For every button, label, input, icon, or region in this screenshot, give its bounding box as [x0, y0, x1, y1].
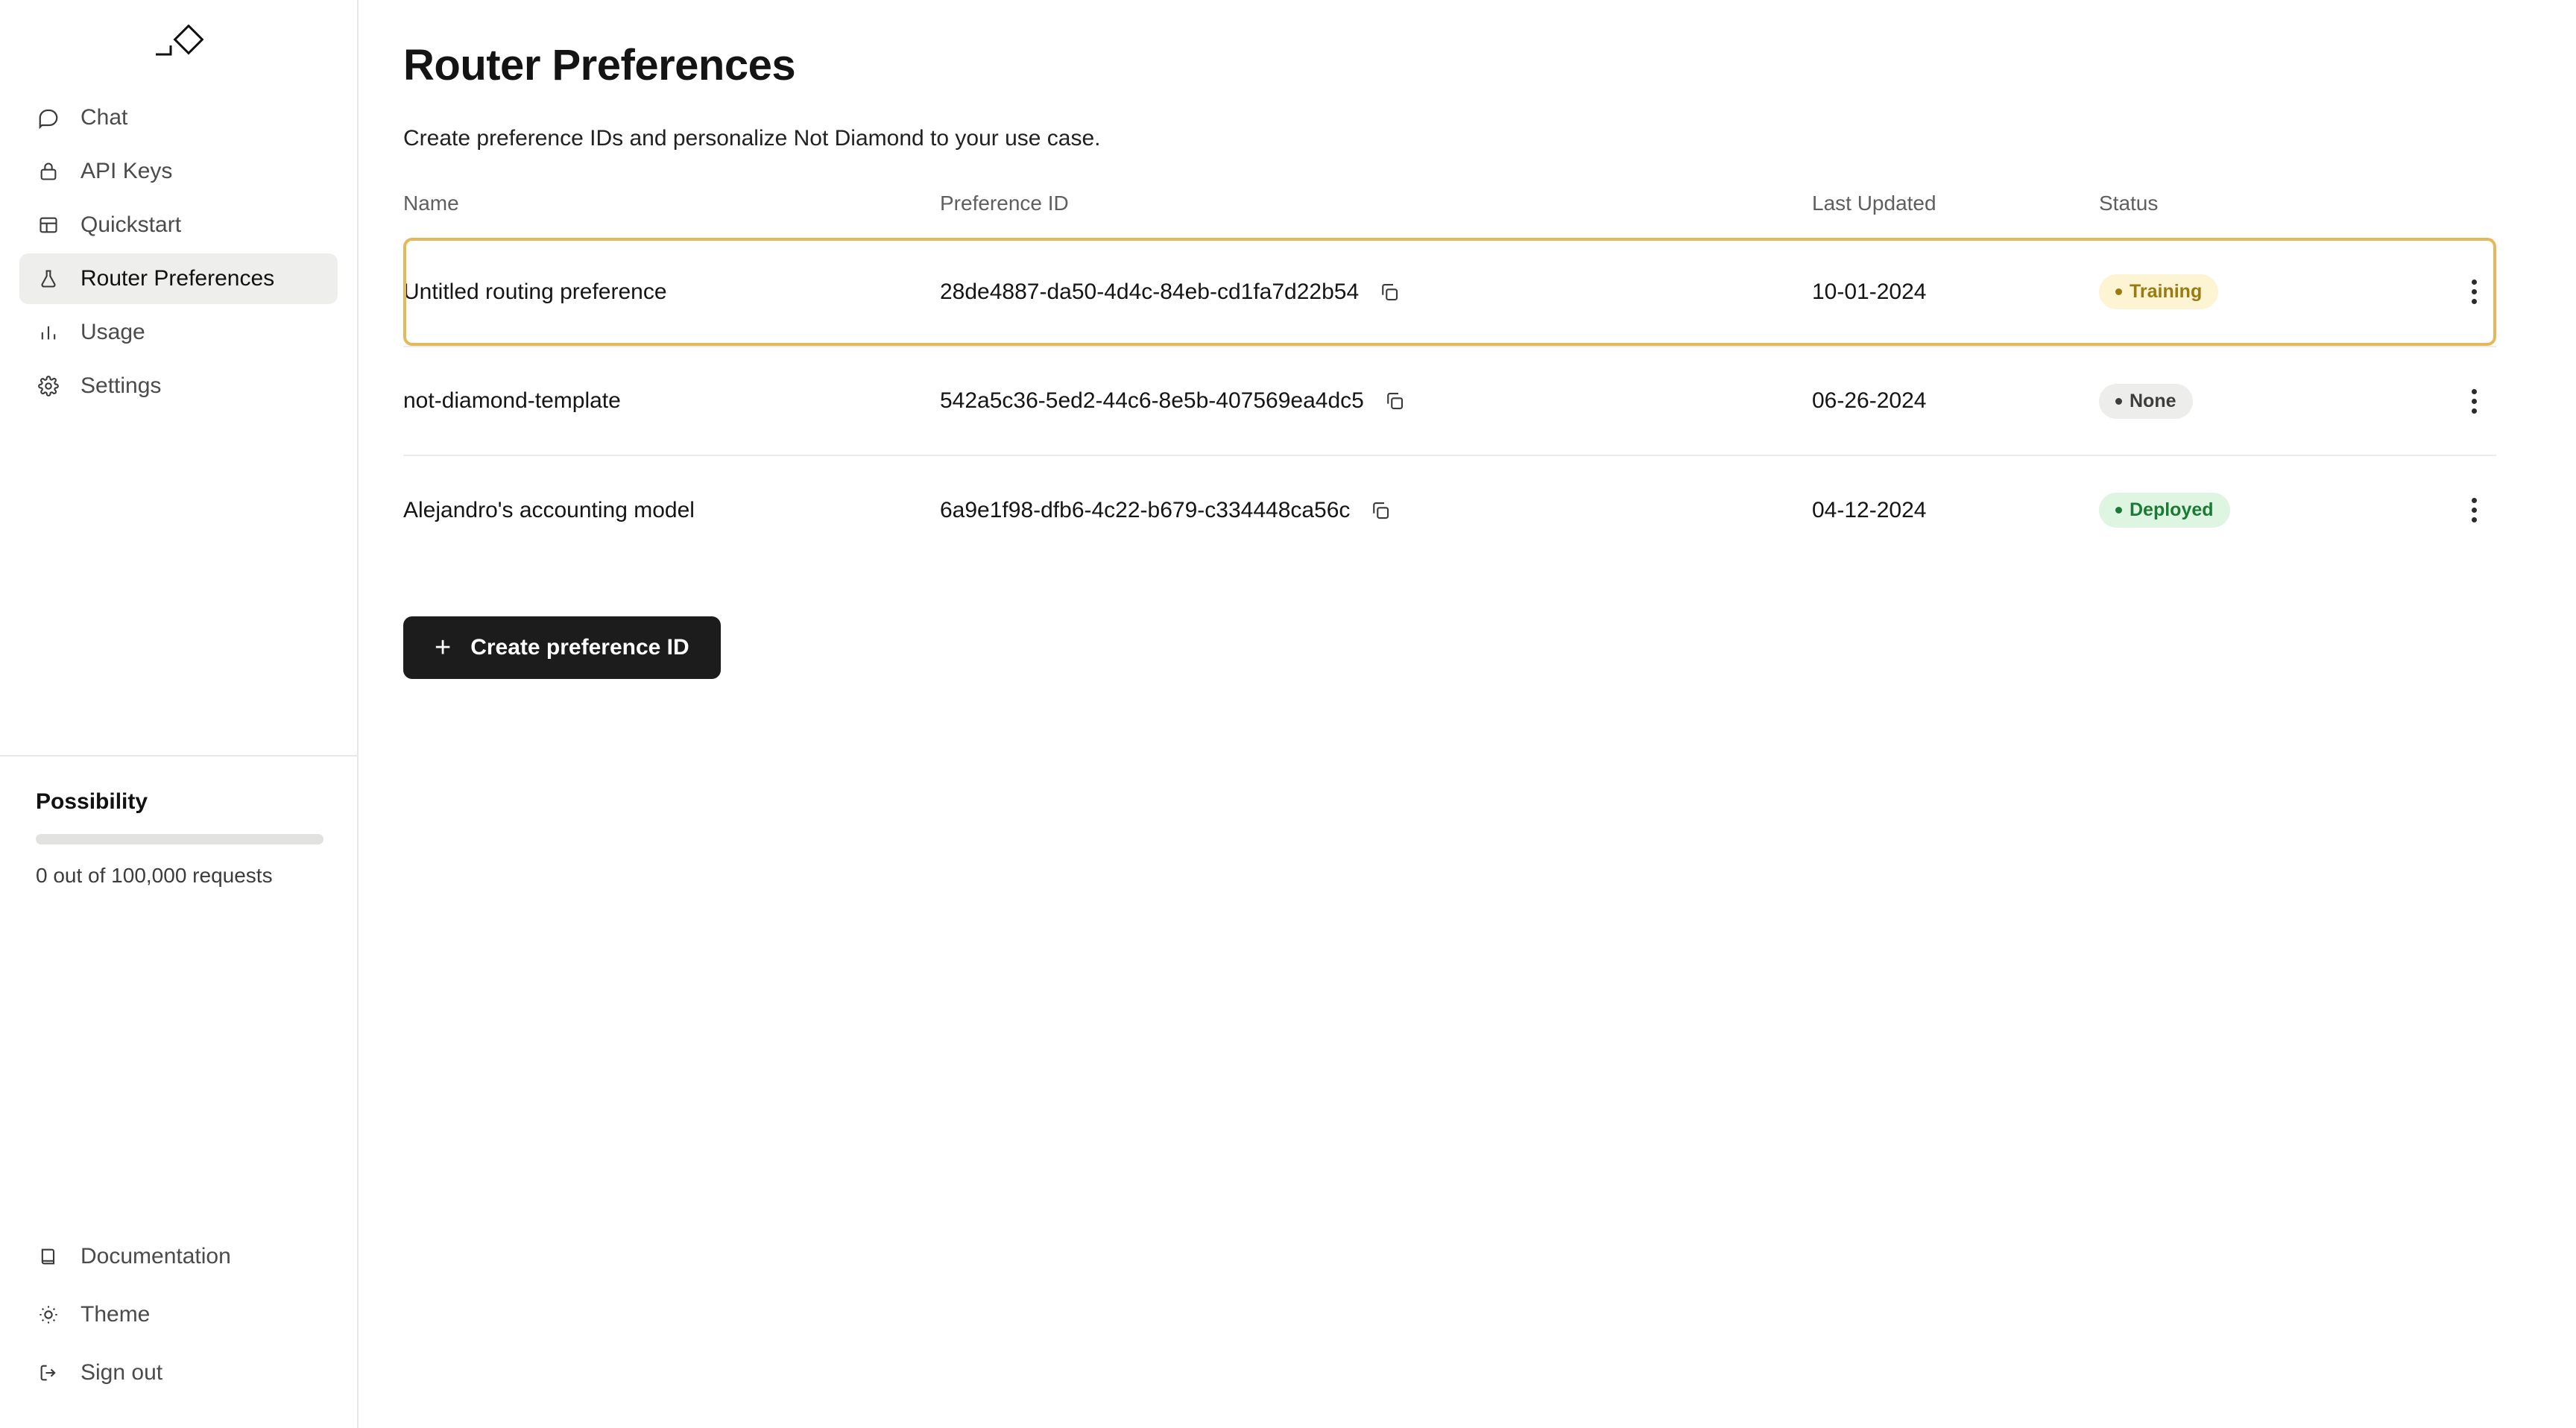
sidebar-bottom-nav	[0, 1231, 357, 1428]
table-body	[403, 238, 2496, 564]
preference-name: not-diamond-template	[403, 388, 621, 413]
cell-preference-id	[940, 347, 1812, 455]
grid-icon	[36, 212, 61, 238]
cell-preference-id	[940, 238, 1812, 347]
sidebar-item-label: Sign out	[80, 1360, 163, 1385]
sidebar-item-label: Settings	[80, 373, 162, 398]
status-label: Training	[2130, 281, 2203, 302]
page-subtitle: Create preference IDs and personalize Not Diamond to your use case.	[403, 126, 1101, 151]
sign-out-icon	[36, 1360, 61, 1386]
lock-icon	[36, 159, 61, 184]
sidebar-item-router-preferences[interactable]	[19, 253, 338, 304]
sidebar	[0, 0, 359, 1428]
cell-name	[403, 455, 940, 564]
status-badge	[2099, 493, 2230, 528]
cell-last-updated: 06-26-2024	[1812, 347, 2099, 455]
sidebar-spacer	[0, 411, 357, 755]
create-preference-id-button[interactable]	[403, 616, 721, 679]
table-head	[403, 192, 2496, 238]
cell-name	[403, 238, 940, 347]
cell-status	[2099, 347, 2397, 455]
chat-bubble-icon	[36, 105, 61, 130]
preference-id-value: 28de4887-da50-4d4c-84eb-cd1fa7d22b54	[940, 279, 1360, 304]
column-header-status: Status	[2099, 192, 2159, 215]
sidebar-item-settings[interactable]	[19, 361, 338, 411]
column-header-last-updated: Last Updated	[1812, 192, 1936, 215]
sidebar-item-label: Router Preferences	[80, 266, 275, 291]
status-label: None	[2130, 390, 2176, 411]
page-title: Router Preferences	[403, 41, 796, 89]
table-row[interactable]	[403, 238, 2496, 347]
usage-requests-text: 0 out of 100,000 requests	[36, 864, 273, 887]
sidebar-item-documentation[interactable]	[19, 1231, 338, 1282]
cell-status	[2099, 238, 2397, 347]
preference-name: Alejandro's accounting model	[403, 497, 695, 522]
status-dot-icon	[2115, 398, 2122, 405]
cell-preference-id	[940, 455, 1812, 564]
cell-status	[2099, 455, 2397, 564]
row-menu-icon[interactable]	[2452, 270, 2496, 315]
copy-icon[interactable]	[1369, 499, 1392, 522]
row-menu-icon[interactable]	[2452, 488, 2496, 533]
cell-row-menu	[2397, 455, 2496, 564]
sidebar-item-api-keys[interactable]	[19, 146, 338, 197]
preference-id-value: 6a9e1f98-dfb6-4c22-b679-c334448ca56c	[940, 497, 1351, 522]
preferences-table	[403, 192, 2496, 564]
usage-progress-bar	[36, 834, 323, 844]
sidebar-item-sign-out[interactable]	[19, 1348, 338, 1398]
table-header-row	[403, 192, 2496, 238]
preference-id-value: 542a5c36-5ed2-44c6-8e5b-407569ea4dc5	[940, 388, 1364, 413]
status-badge	[2099, 384, 2193, 419]
sidebar-spacer-bottom	[0, 888, 357, 1231]
cell-last-updated: 10-01-2024	[1812, 279, 1927, 304]
sidebar-nav	[0, 92, 357, 411]
sidebar-item-label: Chat	[80, 105, 128, 130]
gear-icon	[36, 373, 61, 399]
status-badge	[2099, 274, 2218, 309]
book-icon	[36, 1244, 61, 1269]
column-header-preference-id: Preference ID	[940, 192, 1069, 215]
copy-icon[interactable]	[1383, 390, 1406, 412]
sidebar-item-theme[interactable]	[19, 1289, 338, 1340]
cell-row-menu	[2397, 238, 2496, 347]
create-preference-id-label: Create preference ID	[470, 635, 689, 660]
sidebar-item-label: API Keys	[80, 159, 173, 183]
sidebar-item-label: Theme	[80, 1302, 151, 1327]
sidebar-item-chat[interactable]	[19, 92, 338, 143]
not-diamond-logo	[154, 25, 203, 68]
sidebar-item-label: Documentation	[80, 1244, 231, 1269]
column-header-name: Name	[403, 192, 459, 215]
status-label: Deployed	[2130, 499, 2214, 520]
cell-row-menu	[2397, 347, 2496, 455]
cell-last-updated: 04-12-2024	[1812, 455, 2099, 564]
status-dot-icon	[2115, 288, 2122, 295]
copy-icon[interactable]	[1378, 281, 1401, 303]
sidebar-item-label: Quickstart	[80, 212, 182, 237]
table-row[interactable]	[403, 455, 2496, 564]
table-row[interactable]	[403, 347, 2496, 455]
cell-name	[403, 347, 940, 455]
flask-icon	[36, 266, 61, 291]
main-content	[359, 0, 2576, 1428]
row-menu-icon[interactable]	[2452, 379, 2496, 423]
bar-chart-icon	[36, 320, 61, 345]
plus-icon: +	[435, 632, 452, 663]
sidebar-item-usage[interactable]	[19, 307, 338, 358]
sidebar-item-quickstart[interactable]	[19, 200, 338, 250]
status-dot-icon	[2115, 507, 2122, 514]
usage-summary	[0, 755, 357, 888]
preference-name: Untitled routing preference	[403, 279, 667, 304]
plan-name: Possibility	[36, 789, 148, 814]
logo-container[interactable]	[0, 0, 357, 92]
sidebar-item-label: Usage	[80, 320, 145, 344]
sun-icon	[36, 1302, 61, 1327]
